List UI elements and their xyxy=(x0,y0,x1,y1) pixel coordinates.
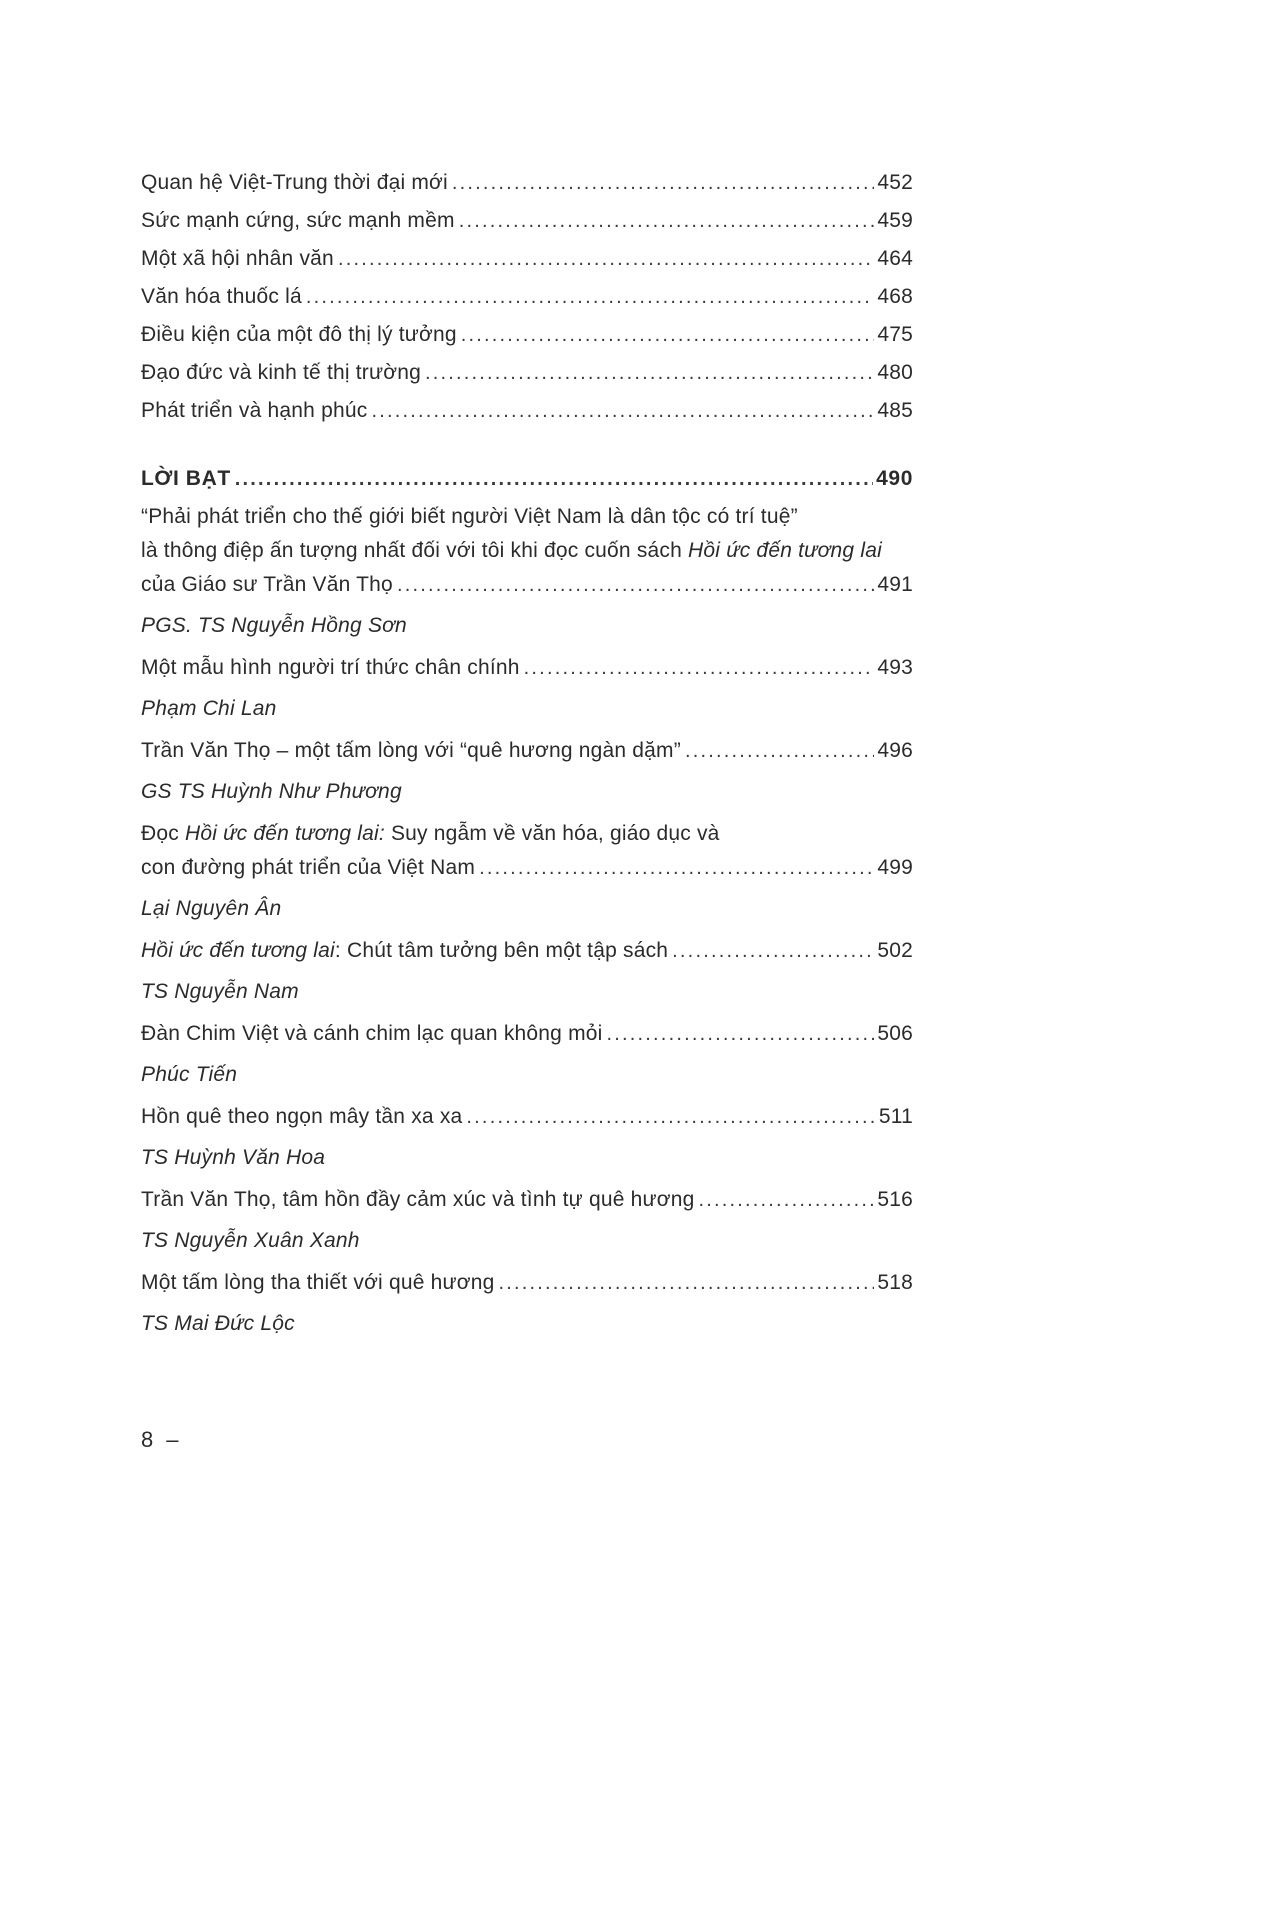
toc-entry-title xyxy=(141,240,334,278)
toc-entry-main-line xyxy=(141,392,913,430)
toc-section-loi-bat xyxy=(141,460,913,498)
toc-entry-main-line xyxy=(141,934,913,968)
dot-leader xyxy=(306,278,875,316)
toc-entry-author: Lại Nguyên Ân xyxy=(141,897,282,920)
footer-dash-mark: – xyxy=(166,1427,179,1452)
toc-title-text: Văn hóa thuốc lá xyxy=(141,285,302,308)
toc-entry-title xyxy=(141,278,302,316)
toc-title-text: Điều kiện của một đô thị lý tưởng xyxy=(141,323,457,346)
toc-entry xyxy=(141,316,913,354)
toc-entry-page-number: 518 xyxy=(877,1271,913,1294)
toc-entry-page-number: 464 xyxy=(877,247,913,270)
toc-entry xyxy=(141,240,913,278)
toc-entry-wrap-line xyxy=(141,500,913,534)
toc-entry-title xyxy=(141,568,393,602)
toc-entry-page-number: 493 xyxy=(877,656,913,679)
toc-entry xyxy=(141,651,913,726)
toc-section-essays xyxy=(141,500,913,1341)
toc-heading-title xyxy=(141,460,231,498)
toc-entry-main-line xyxy=(141,1183,913,1217)
toc-entry-page-number: 490 xyxy=(876,467,913,490)
toc-entry xyxy=(141,1183,913,1258)
toc-entry-main-line xyxy=(141,202,913,240)
toc-title-text: LỜI BẠT xyxy=(141,467,231,490)
dot-leader xyxy=(338,240,874,278)
toc-entry-author: TS Nguyễn Nam xyxy=(141,980,299,1003)
toc-entry-title xyxy=(141,651,520,685)
toc-title-text: là thông điệp ấn tượng nhất đối với tôi khi đọc cuốn sách xyxy=(141,539,689,562)
toc-entry-author: Phúc Tiến xyxy=(141,1063,238,1086)
toc-entry xyxy=(141,392,913,430)
toc-entry-title xyxy=(141,164,448,202)
toc-title-text: Trần Văn Thọ – một tấm lòng với “quê hương ngàn dặm” xyxy=(141,739,681,762)
toc-entry-page-number: 480 xyxy=(877,361,913,384)
toc-entry xyxy=(141,164,913,202)
dot-leader xyxy=(672,934,874,968)
toc-entry-page-number: 506 xyxy=(877,1022,913,1045)
toc-title-text: con đường phát triển của Việt Nam xyxy=(141,856,476,879)
toc-entry xyxy=(141,817,913,926)
toc-title-text: Đàn Chim Việt và cánh chim lạc quan không mỏi xyxy=(141,1022,603,1045)
toc-section-chapter-list xyxy=(141,164,913,430)
page-number: 8 xyxy=(141,1427,154,1452)
toc-entry xyxy=(141,1266,913,1341)
toc-entry-main-line xyxy=(141,1017,913,1051)
toc-entry-main-line xyxy=(141,316,913,354)
toc-title-text: Một xã hội nhân văn xyxy=(141,247,334,270)
toc-entry-main-line xyxy=(141,164,913,202)
dot-leader xyxy=(607,1017,875,1051)
toc-entry-title xyxy=(141,934,668,968)
toc-entry-main-line xyxy=(141,851,913,885)
toc-entry xyxy=(141,500,913,643)
toc-entry-page-number: 459 xyxy=(877,209,913,232)
toc-title-text: Quan hệ Việt-Trung thời đại mới xyxy=(141,171,448,194)
toc-entry-main-line xyxy=(141,278,913,316)
dot-leader xyxy=(371,392,874,430)
toc-title-text: Đạo đức và kinh tế thị trường xyxy=(141,361,421,384)
toc-title-text: Đọc xyxy=(141,822,185,845)
toc-entry-title xyxy=(141,392,367,430)
toc-entry-page-number: 452 xyxy=(877,171,913,194)
toc-entry xyxy=(141,1017,913,1092)
toc-entry xyxy=(141,934,913,1009)
toc-content xyxy=(141,164,913,1349)
toc-entry-title xyxy=(141,1183,694,1217)
toc-entry-author: TS Nguyễn Xuân Xanh xyxy=(141,1229,360,1252)
toc-entry-title xyxy=(141,354,421,392)
toc-title-text: Suy ngẫm về văn hóa, giáo dục và xyxy=(384,822,720,845)
toc-entry xyxy=(141,202,913,240)
toc-title-text: Một tấm lòng tha thiết với quê hương xyxy=(141,1271,495,1294)
dot-leader xyxy=(524,651,875,685)
toc-entry-page-number: 468 xyxy=(877,285,913,308)
toc-entry-title xyxy=(141,851,475,885)
toc-entry-author: TS Huỳnh Văn Hoa xyxy=(141,1146,326,1169)
dot-leader xyxy=(459,202,875,240)
dot-leader xyxy=(397,568,874,602)
dot-leader xyxy=(479,851,874,885)
toc-entry-main-line xyxy=(141,240,913,278)
toc-entry-title xyxy=(141,1017,603,1051)
toc-entry-page-number: 516 xyxy=(877,1188,913,1211)
toc-entry xyxy=(141,278,913,316)
toc-entry-page-number: 475 xyxy=(877,323,913,346)
toc-heading-row xyxy=(141,460,913,498)
toc-entry-main-line xyxy=(141,734,913,768)
toc-title-text-italic: Hồi ức đến tương lai xyxy=(688,539,882,562)
toc-title-text: của Giáo sư Trần Văn Thọ xyxy=(141,573,393,596)
toc-entry-main-line xyxy=(141,568,913,602)
dot-leader xyxy=(235,460,873,498)
toc-entry-title xyxy=(141,316,457,354)
toc-entry-wrap-line xyxy=(141,534,913,568)
dot-leader xyxy=(466,1100,875,1134)
toc-entry-author: Phạm Chi Lan xyxy=(141,697,277,720)
page-footer xyxy=(141,1427,179,1453)
toc-title-text: “Phải phát triển cho thế giới biết người Việt Nam là dân tộc có trí tuệ” xyxy=(141,505,798,528)
dot-leader xyxy=(698,1183,874,1217)
toc-title-text: Trần Văn Thọ, tâm hồn đầy cảm xúc và tình tự quê hương xyxy=(141,1188,695,1211)
toc-title-text: Sức mạnh cứng, sức mạnh mềm xyxy=(141,209,455,232)
toc-entry-main-line xyxy=(141,354,913,392)
dot-leader xyxy=(425,354,874,392)
toc-entry-main-line xyxy=(141,651,913,685)
toc-entry-page-number: 485 xyxy=(877,399,913,422)
toc-entry-title xyxy=(141,734,681,768)
toc-entry-author: TS Mai Đức Lộc xyxy=(141,1312,295,1335)
toc-entry-page-number: 511 xyxy=(878,1105,913,1128)
toc-entry-title xyxy=(141,1100,462,1134)
toc-title-text-italic: Hồi ức đến tương lai: xyxy=(184,822,385,845)
toc-entry-page-number: 496 xyxy=(877,739,913,762)
toc-entry-main-line xyxy=(141,1266,913,1300)
toc-title-text: Hồn quê theo ngọn mây tần xa xa xyxy=(141,1105,463,1128)
toc-title-text: Phát triển và hạnh phúc xyxy=(141,399,368,422)
dot-leader xyxy=(499,1266,875,1300)
toc-entry-page-number: 499 xyxy=(877,856,913,879)
toc-entry xyxy=(141,354,913,392)
toc-entry-main-line xyxy=(141,460,913,498)
toc-entry-wrap-line xyxy=(141,817,913,851)
toc-entry-title xyxy=(141,202,455,240)
dot-leader xyxy=(461,316,875,354)
toc-title-text: Một mẫu hình người trí thức chân chính xyxy=(141,656,520,679)
toc-title-text: : Chút tâm tưởng bên một tập sách xyxy=(334,939,669,962)
dot-leader xyxy=(685,734,874,768)
toc-entry xyxy=(141,734,913,809)
toc-entry-author: PGS. TS Nguyễn Hồng Sơn xyxy=(141,614,407,637)
toc-entry-page-number: 491 xyxy=(877,573,913,596)
toc-entry-main-line xyxy=(141,1100,913,1134)
toc-entry xyxy=(141,1100,913,1175)
toc-entry-title xyxy=(141,1266,495,1300)
toc-title-text-italic: Hồi ức đến tương lai xyxy=(141,939,335,962)
toc-entry-page-number: 502 xyxy=(877,939,913,962)
dot-leader xyxy=(452,164,874,202)
toc-entry-author: GS TS Huỳnh Như Phương xyxy=(141,780,402,803)
